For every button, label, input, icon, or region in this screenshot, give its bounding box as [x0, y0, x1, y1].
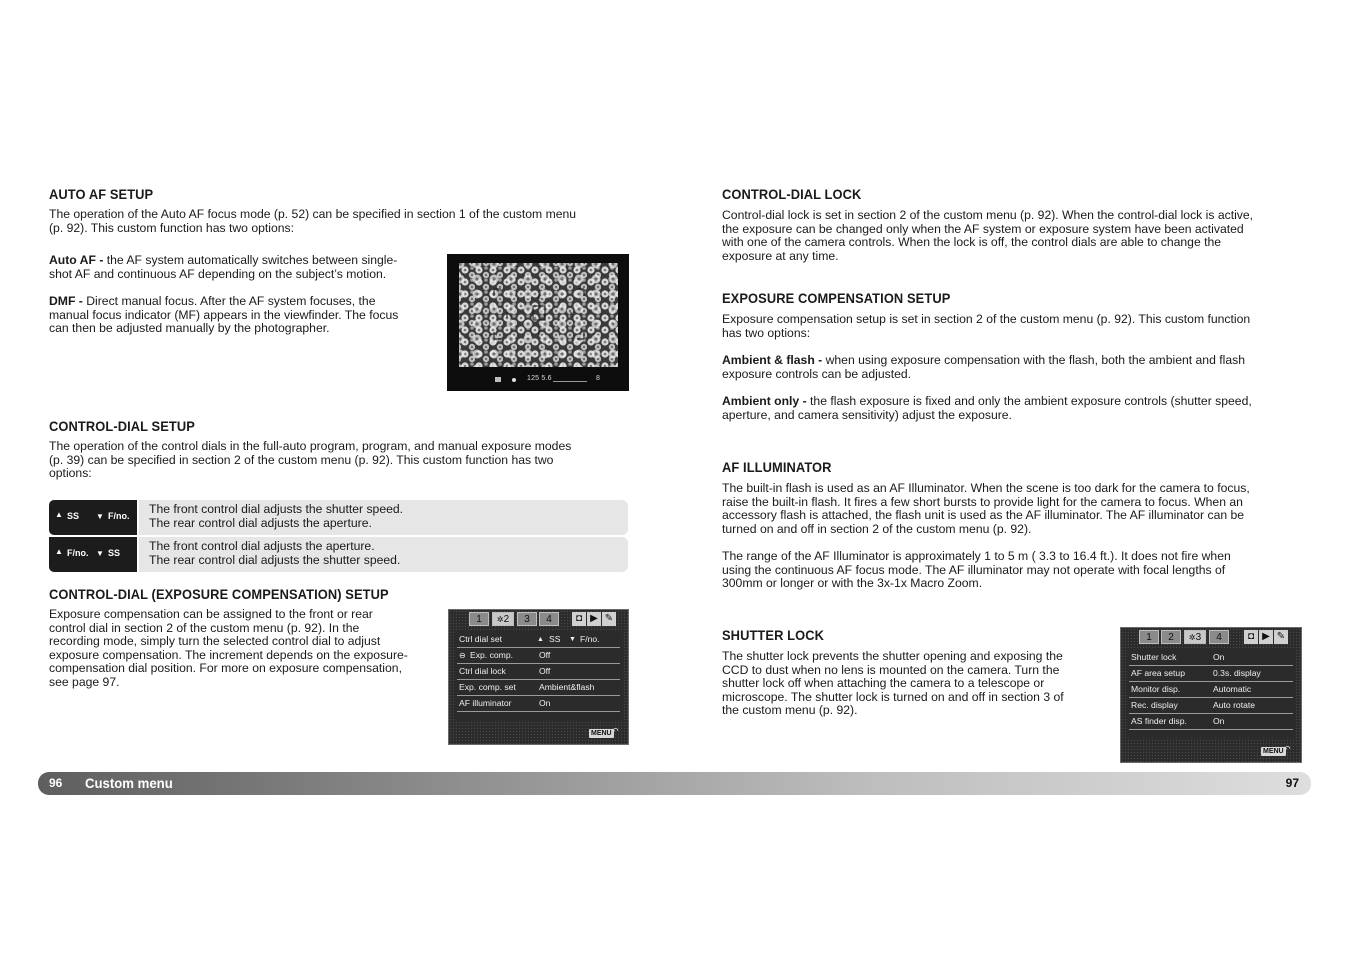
shutter-lock-body: [722, 650, 1112, 718]
menu-row-as-finder-disp[interactable]: [1129, 714, 1293, 730]
ambient-only-desc-2: aperture, and camera sensitivity) adjust the exposure.: [722, 407, 1012, 422]
wrench-icon[interactable]: ✎: [602, 612, 616, 626]
menu-row-value: 0.3s. display: [1213, 668, 1261, 678]
menu-row-value: Automatic: [1213, 684, 1252, 694]
page-footer-bar: [38, 772, 1311, 795]
dial-front-setting: SS: [67, 511, 80, 521]
front-dial-icon: ▲: [55, 547, 63, 556]
camera-icon[interactable]: ◘: [572, 612, 586, 626]
menu-row-label: Exp. comp. set: [459, 682, 516, 692]
dial-option-badge: [49, 500, 137, 535]
auto-af-heading: AUTO AF SETUP: [49, 186, 154, 202]
dmf-term: DMF -: [49, 294, 83, 308]
dial-desc-line-2: The rear control dial adjusts the shutter speed.: [149, 553, 401, 567]
dial-option-description: [139, 537, 628, 572]
exp-comp-dial-line: Exposure compensation can be assigned to the front or rear: [49, 607, 373, 621]
gear-icon: ✲: [1188, 633, 1196, 642]
ambient-flash-term: Ambient & flash -: [722, 353, 823, 367]
menu-tab-4[interactable]: 4: [539, 612, 559, 626]
chapter-title: Custom menu: [85, 775, 173, 791]
ambient-only-option: [722, 395, 1312, 422]
viewfinder-photo: [447, 254, 629, 391]
dial-front-setting: F/no.: [67, 548, 89, 558]
menu-list: [455, 630, 622, 720]
viewfinder-readout: 125 5.6: [527, 375, 552, 382]
menu-row-monitor-disp[interactable]: [1129, 682, 1293, 698]
menu-list: [1127, 648, 1295, 738]
camera-icon[interactable]: ◘: [1244, 630, 1258, 644]
playback-icon[interactable]: ▶: [1259, 630, 1273, 644]
page-number-right: 97: [1285, 776, 1299, 790]
dial-rear-setting: F/no.: [108, 511, 130, 521]
control-dial-intro-line-3: options:: [49, 466, 92, 481]
menu-key[interactable]: MENU: [1263, 748, 1284, 755]
exp-comp-setup-intro-line-1: Exposure compensation setup is set in section 2 of the custom menu (p. 92). This custom function: [722, 312, 1251, 326]
control-dial-heading: CONTROL-DIAL SETUP: [49, 418, 195, 434]
menu-row-value: Off: [539, 650, 551, 660]
menu-row-rec-display[interactable]: [1129, 698, 1293, 714]
menu-row-ctrl-dial-set[interactable]: [457, 632, 620, 648]
control-dial-intro-line-1: The operation of the control dials in the full-auto program, program, and manual exposure modes: [49, 439, 572, 453]
af-illuminator-line: raise the built-in flash. It fires a few short bursts to provide light for the camera to focus. When an: [722, 494, 1243, 509]
control-dial-intro: [49, 440, 629, 481]
dial-option-badge: [49, 537, 137, 572]
return-icon: ↶: [611, 726, 619, 736]
gear-icon: ✲: [496, 615, 504, 624]
af-illuminator-line: accessory flash is attached, the flash unit is used as the AF illuminator. The AF illuminator can be: [722, 508, 1245, 523]
exp-comp-dial-line: exposure compensation. The increment depends on the exposure-: [49, 647, 408, 662]
exp-comp-setup-intro: [722, 313, 1312, 340]
menu-row-value-a: SS: [549, 634, 561, 644]
menu-row-af-illuminator[interactable]: [457, 696, 620, 712]
exp-comp-setup-heading: EXPOSURE COMPENSATION SETUP: [722, 290, 951, 306]
menu-tab-2[interactable]: 2: [1161, 630, 1181, 644]
ambient-only-term: Ambient only -: [722, 394, 807, 408]
menu-key[interactable]: MENU: [591, 730, 612, 737]
menu-tabs: [1121, 628, 1301, 646]
dial-lock-body: [722, 209, 1312, 263]
menu-row-value-b: F/no.: [580, 634, 600, 644]
dmf-desc-2: manual focus indicator (MF) appears in the viewfinder. The focus: [49, 307, 399, 322]
menu-row-label: Rec. display: [1131, 700, 1178, 710]
shutter-lock-line: microscope. The shutter lock is turned on and off in section 3 of: [722, 689, 1064, 704]
af-illuminator-para-2: [722, 550, 1312, 591]
auto-af-intro: [49, 208, 629, 235]
menu-row-value: On: [1213, 716, 1225, 726]
auto-af-intro-line-2: (p. 92). This custom function has two options:: [49, 220, 294, 235]
dial-lock-line: Control-dial lock is set in section 2 of the custom menu (p. 92). When the control-dial lock is active,: [722, 208, 1254, 222]
menu-tab-1[interactable]: 1: [1139, 630, 1159, 644]
exp-comp-dial-line: compensation dial position. For more on exposure compensation,: [49, 661, 402, 676]
menu-row-label: Shutter lock: [1131, 652, 1177, 662]
af-illuminator-line: The built-in flash is used as an AF Illuminator. When the scene is too dark for the camera to focus,: [722, 481, 1250, 495]
exp-comp-dial-body: [49, 608, 444, 690]
auto-af-desc-2: shot AF and continuous AF depending on the subject’s motion.: [49, 266, 387, 281]
menu-row-shutter-lock[interactable]: [1129, 650, 1293, 666]
control-dial-intro-line-2: (p. 39) can be specified in section 2 of the custom menu (p. 92). This custom function has two: [49, 452, 554, 467]
dial-lock-line: exposure at any time.: [722, 248, 839, 263]
dial-rear-setting: SS: [108, 548, 121, 558]
ambient-flash-option: [722, 354, 1312, 381]
menu-row-af-area-setup[interactable]: [1129, 666, 1293, 682]
ambient-flash-desc-2: exposure controls can be adjusted.: [722, 366, 912, 381]
menu-row-exp-comp[interactable]: [457, 648, 620, 664]
rear-dial-icon: ▼: [96, 549, 104, 558]
menu-row-value: On: [539, 698, 551, 708]
flowers-image: [447, 254, 629, 391]
auto-af-desc-1: the AF system automatically switches between single-: [103, 253, 398, 267]
menu-tab-3[interactable]: 3: [517, 612, 537, 626]
front-dial-icon: ▲: [55, 510, 63, 519]
dial-option-row: [49, 537, 629, 572]
dial-desc-line-1: The front control dial adjusts the aperture.: [149, 539, 375, 553]
af-illuminator-para-1: [722, 482, 1312, 536]
shutter-lock-line: the custom menu (p. 92).: [722, 703, 858, 718]
ambient-only-desc-1: the flash exposure is fixed and only the ambient exposure controls (shutter speed,: [806, 394, 1252, 408]
return-icon: ↶: [1283, 744, 1291, 754]
dial-desc-line-2: The rear control dial adjusts the aperture.: [149, 516, 372, 530]
af-illuminator-heading: AF ILLUMINATOR: [722, 459, 832, 475]
auto-af-term: Auto AF -: [49, 253, 104, 267]
dial-option-row: [49, 500, 629, 535]
page-number-left: 96: [49, 776, 63, 790]
dmf-desc-3: can then be adjusted manually by the photographer.: [49, 321, 330, 336]
menu-row-label: AF area setup: [1131, 668, 1185, 678]
dial-desc-line-1: The front control dial adjusts the shutter speed.: [149, 502, 404, 516]
exp-comp-dial-line: recording mode, simply turn the selected control dial to adjust: [49, 634, 381, 649]
shutter-lock-heading: SHUTTER LOCK: [722, 627, 825, 643]
front-dial-icon: ▲: [537, 636, 544, 643]
custom-menu-screen-section-2: [448, 609, 629, 745]
menu-row-label: AS finder disp.: [1131, 716, 1187, 726]
af-illuminator-line: using the continuous AF focus mode. The AF illuminator may not operate with focal lengths of: [722, 562, 1226, 577]
menu-tab-2-label: 2: [503, 614, 510, 625]
menu-tabs: [449, 610, 628, 628]
menu-row-value: Ambient&flash: [539, 682, 595, 692]
exp-comp-icon: ⊖: [459, 651, 466, 660]
auto-af-intro-line-1: The operation of the Auto AF focus mode (p. 52) can be specified in section 1 of the custom menu: [49, 207, 577, 221]
dial-option-description: [139, 500, 628, 535]
af-illuminator-line: turned on and off in section 2 of the custom menu (p. 92).: [722, 521, 1032, 536]
menu-tab-1[interactable]: 1: [469, 612, 489, 626]
ambient-flash-desc-1: when using exposure compensation with the flash, both the ambient and flash: [822, 353, 1245, 367]
menu-row-label: AF illuminator: [459, 698, 512, 708]
rear-dial-icon: ▼: [569, 636, 576, 643]
menu-row-exp-comp-set[interactable]: [457, 680, 620, 696]
rear-dial-icon: ▼: [96, 512, 104, 521]
menu-row-ctrl-dial-lock[interactable]: [457, 664, 620, 680]
shutter-lock-line: shutter lock off when attaching the camera to a telescope or: [722, 676, 1045, 691]
menu-row-label: Monitor disp.: [1131, 684, 1181, 694]
exp-comp-dial-line: control dial in section 2 of the custom menu (p. 92). In the: [49, 620, 360, 635]
af-illuminator-line: The range of the AF Illuminator is approximately 1 to 5 m ( 3.3 to 16.4 ft.). It does not fire when: [722, 549, 1231, 563]
dial-lock-line: with one of the camera controls. When the lock is off, the control dials are able to change the: [722, 235, 1222, 250]
menu-row-label: Ctrl dial set: [459, 634, 502, 644]
dmf-desc-1: Direct manual focus. After the AF system focuses, the: [82, 294, 376, 308]
exp-comp-setup-intro-line-2: has two options:: [722, 325, 811, 340]
menu-row-value: Auto rotate: [1213, 700, 1256, 710]
shutter-lock-line: The shutter lock prevents the shutter opening and exposing the: [722, 649, 1063, 663]
viewfinder-scale: [553, 381, 587, 382]
exp-comp-dial-heading: CONTROL-DIAL (EXPOSURE COMPENSATION) SETUP: [49, 586, 389, 602]
custom-menu-screen-section-3: [1120, 627, 1302, 763]
menu-tab-3-label: 3: [1195, 632, 1202, 643]
menu-tab-2[interactable]: [492, 612, 514, 626]
wrench-icon[interactable]: ✎: [1274, 630, 1288, 644]
menu-row-value: On: [1213, 652, 1225, 662]
viewfinder-count: 8: [596, 375, 600, 382]
exp-comp-dial-line: see page 97.: [49, 674, 120, 689]
shutter-lock-line: CCD to dust when no lens is mounted on the camera. Turn the: [722, 662, 1060, 677]
af-illuminator-line: 300mm or longer or with the 3x-1x Macro Zoom.: [722, 576, 983, 591]
menu-row-label: Ctrl dial lock: [459, 666, 506, 676]
dmf-option: [49, 295, 439, 336]
menu-row-label: Exp. comp.: [470, 650, 513, 660]
dial-lock-line: the exposure can be changed only when the AF system or exposure system have been activated: [722, 221, 1244, 236]
auto-af-option: [49, 254, 439, 281]
menu-tab-4[interactable]: 4: [1209, 630, 1229, 644]
playback-icon[interactable]: ▶: [587, 612, 601, 626]
menu-row-value: Off: [539, 666, 551, 676]
menu-tab-3[interactable]: [1184, 630, 1206, 644]
dial-lock-heading: CONTROL-DIAL LOCK: [722, 186, 862, 202]
